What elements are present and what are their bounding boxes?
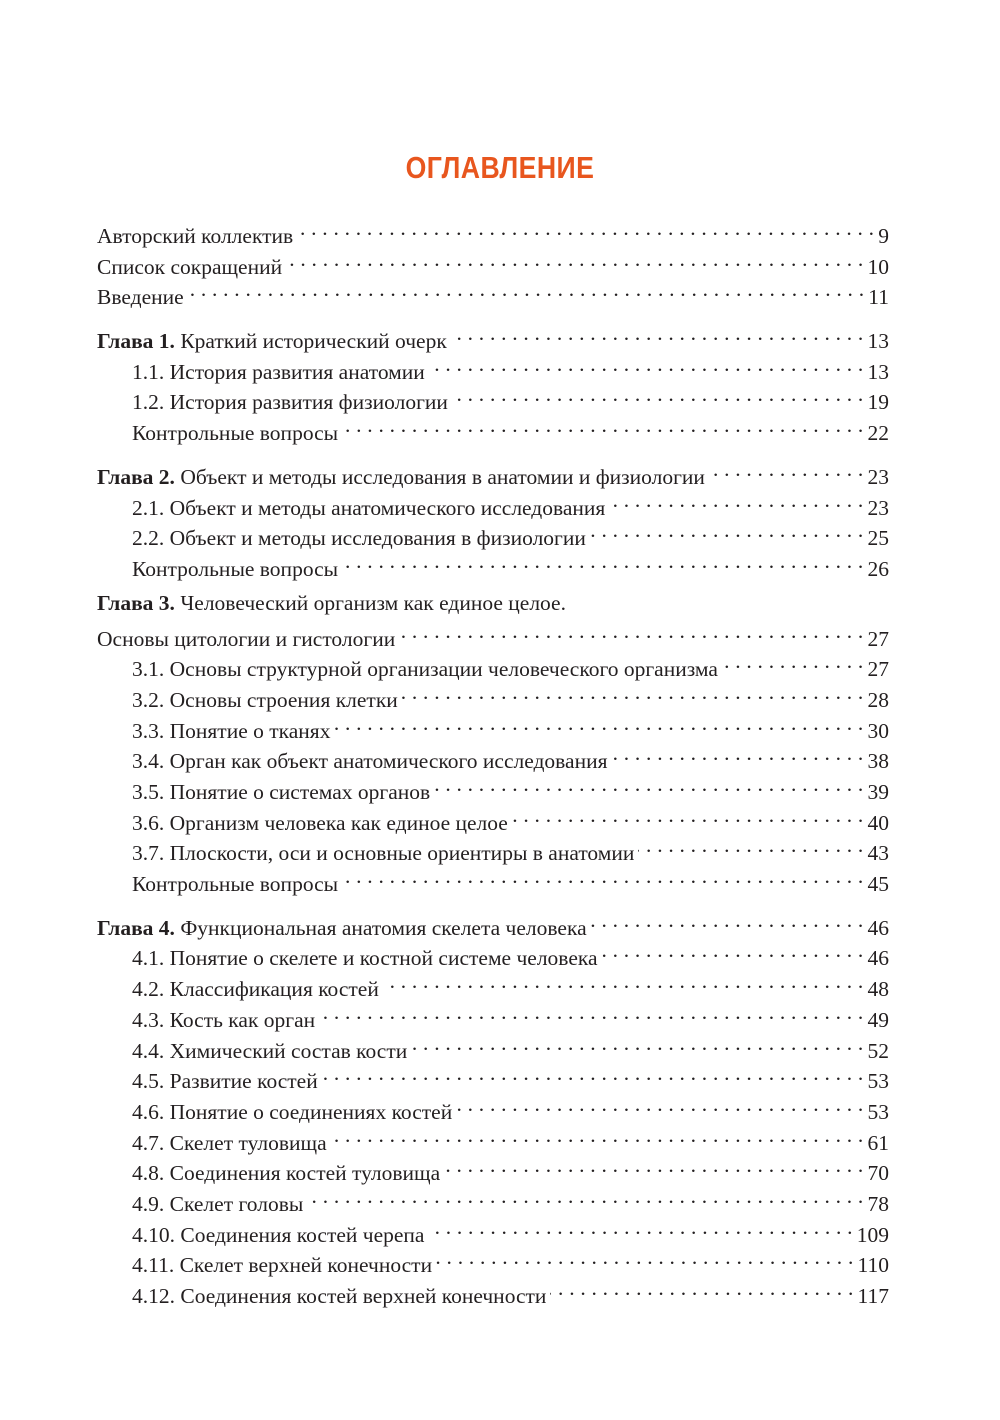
page-number: 70 [867,1161,889,1186]
table-of-contents [97,213,889,1317]
entry-title [97,326,447,357]
entry-text: Контрольные вопросы [132,872,339,897]
chapter-title: Человеческий организм как единое целое. [180,590,566,615]
page-number: 13 [867,359,889,384]
entry-title [132,777,430,808]
page-number: 45 [867,872,889,897]
entry-text: Контрольные вопросы [132,421,339,446]
page-number: 117 [857,1284,889,1308]
toc-entry[interactable] [97,616,889,651]
dot-leader [399,616,863,646]
page-number: 23 [867,464,889,489]
entry-title [132,1250,432,1281]
toc-entry[interactable] [97,274,889,310]
entry-text: 4.12. Соединения костей верхней конечности [132,1284,547,1308]
chapter-title: Объект и методы исследования в анатомии и физиологии [180,464,705,489]
dot-leader [451,318,864,348]
dot-leader [638,830,863,860]
dot-leader [722,646,864,676]
dot-leader [452,379,864,409]
chapter-label: Глава 1. [97,329,175,354]
page-title: ОГЛАВЛЕНИЕ [405,150,595,185]
page-number: 30 [867,718,889,743]
toc-group [97,590,889,897]
dot-leader [444,1150,863,1180]
entry-title [97,282,184,313]
entry-text: 2.2. Объект и методы исследования в физиологии [132,526,586,551]
entry-title [97,913,587,944]
entry-text: 3.3. Понятие о тканях [132,718,331,743]
entry-title [97,221,293,252]
dot-leader [383,966,864,996]
dot-leader [602,935,864,965]
toc-entry[interactable] [97,590,889,616]
page-number: 27 [867,657,889,682]
dot-leader [456,1089,863,1119]
entry-text: 4.6. Понятие о соединениях костей [132,1099,453,1124]
page-number: 38 [867,749,889,774]
dot-leader [331,1120,864,1150]
dot-leader [512,800,864,830]
entry-title [97,624,395,655]
dot-leader [612,738,864,768]
entry-title [132,418,338,449]
entry-title [132,1128,327,1159]
toc-group [97,905,889,1308]
dot-leader [342,410,863,440]
dot-leader [590,515,864,545]
entry-title [132,869,338,900]
toc-group [97,318,889,446]
page-number: 26 [867,556,889,581]
page-number: 48 [867,977,889,1002]
dot-leader [307,1181,863,1211]
entry-text: 3.4. Орган как объект анатомического исследования [132,749,608,774]
entry-text: 3.2. Основы строения клетки [132,687,398,712]
page-number: 23 [867,495,889,520]
entry-title [132,1281,546,1312]
page-number: 10 [867,254,889,279]
entry-text: 4.3. Кость как орган [132,1007,316,1032]
toc-entry[interactable] [97,905,889,940]
entry-text: 4.8. Соединения костей туловища [132,1161,441,1186]
page-number: 25 [867,526,889,551]
entry-text: 3.1. Основы структурной организации человеческого организма [132,657,718,682]
dot-leader [188,274,865,304]
page-number: 19 [867,390,889,415]
page-number: 78 [867,1191,889,1216]
dot-leader [429,349,864,379]
entry-title [132,808,508,839]
entry-title [132,357,425,388]
entry-title [132,1066,318,1097]
entry-title [132,1220,424,1251]
toc-group [97,454,889,581]
entry-text: 4.10. Соединения костей черепа [132,1222,425,1247]
entry-title [132,716,330,747]
dot-leader [436,1242,853,1272]
dot-leader [591,905,864,935]
page-number: 40 [867,810,889,835]
entry-text: 4.5. Развитие костей [132,1069,318,1094]
page-number: 43 [867,841,889,866]
dot-leader [609,485,863,515]
chapter-title: Краткий исторический очерк [180,329,447,354]
entry-text: 3.6. Организм человека как единое целое [132,810,508,835]
entry-text: 2.1. Объект и методы анатомического исследования [132,495,606,520]
page-number: 39 [867,780,889,804]
entry-text: 4.7. Скелет туловища [132,1130,327,1155]
page-number: 52 [867,1038,889,1063]
entry-text: 3.5. Понятие о системах органов [132,780,431,804]
entry-text: 3.7. Плоскости, оси и основные ориентиры в анатомии [132,841,635,866]
page-number: 46 [867,946,889,971]
chapter-label: Глава 2. [97,464,175,489]
toc-entry[interactable] [97,318,889,354]
entry-title [132,493,605,524]
dot-leader [322,1058,864,1088]
entry-text: Список сокращений [97,254,283,279]
dot-leader [428,1212,852,1242]
entry-text: 4.2. Классификация костей [132,977,379,1002]
page-number: 109 [856,1222,889,1247]
dot-leader [434,769,863,799]
entry-title [97,590,566,616]
entry-text: 1.2. История развития физиологии [132,390,448,415]
page-number: 49 [867,1007,889,1032]
page-number: 27 [867,626,889,651]
entry-title [132,1189,303,1220]
page-number: 28 [867,687,889,712]
entry-text: Контрольные вопросы [132,556,339,581]
entry-text: 4.11. Скелет верхней конечности [132,1253,433,1278]
dot-leader [342,861,863,891]
page-number: 53 [867,1099,889,1124]
dot-leader [319,997,863,1027]
page-number: 13 [867,329,889,354]
chapter-title-line2: Основы цитологии и гистологии [97,626,396,651]
chapter-label: Глава 3. [97,590,175,615]
dot-leader [709,454,864,484]
dot-leader [342,546,863,576]
dot-leader [411,1028,863,1058]
page-number: 11 [868,285,889,310]
page-number: 22 [867,421,889,446]
toc-entry[interactable] [97,213,889,248]
entry-text: Введение [97,285,184,310]
page-number: 9 [878,224,889,248]
page-number: 46 [867,915,889,940]
dot-leader [286,244,863,274]
entry-text: 4.4. Химический состав кости [132,1038,408,1063]
dot-leader [334,708,863,738]
page-number: 53 [867,1069,889,1094]
entry-text: 1.1. История развития анатомии [132,359,425,384]
chapter-title: Функциональная анатомия скелета человека [180,915,587,940]
dot-leader [297,213,874,243]
entry-title [132,1005,315,1036]
entry-text: 4.9. Скелет головы [132,1191,304,1216]
page-number: 61 [867,1130,889,1155]
toc-group [97,213,889,310]
toc-entry[interactable] [97,454,889,489]
entry-text: Авторский коллектив [97,224,294,248]
chapter-label: Глава 4. [97,915,175,940]
entry-title [132,554,338,585]
dot-leader [550,1273,853,1303]
dot-leader [402,677,864,707]
entry-text: 4.1. Понятие о скелете и костной системе человека [132,946,598,971]
page-number: 110 [857,1253,889,1278]
